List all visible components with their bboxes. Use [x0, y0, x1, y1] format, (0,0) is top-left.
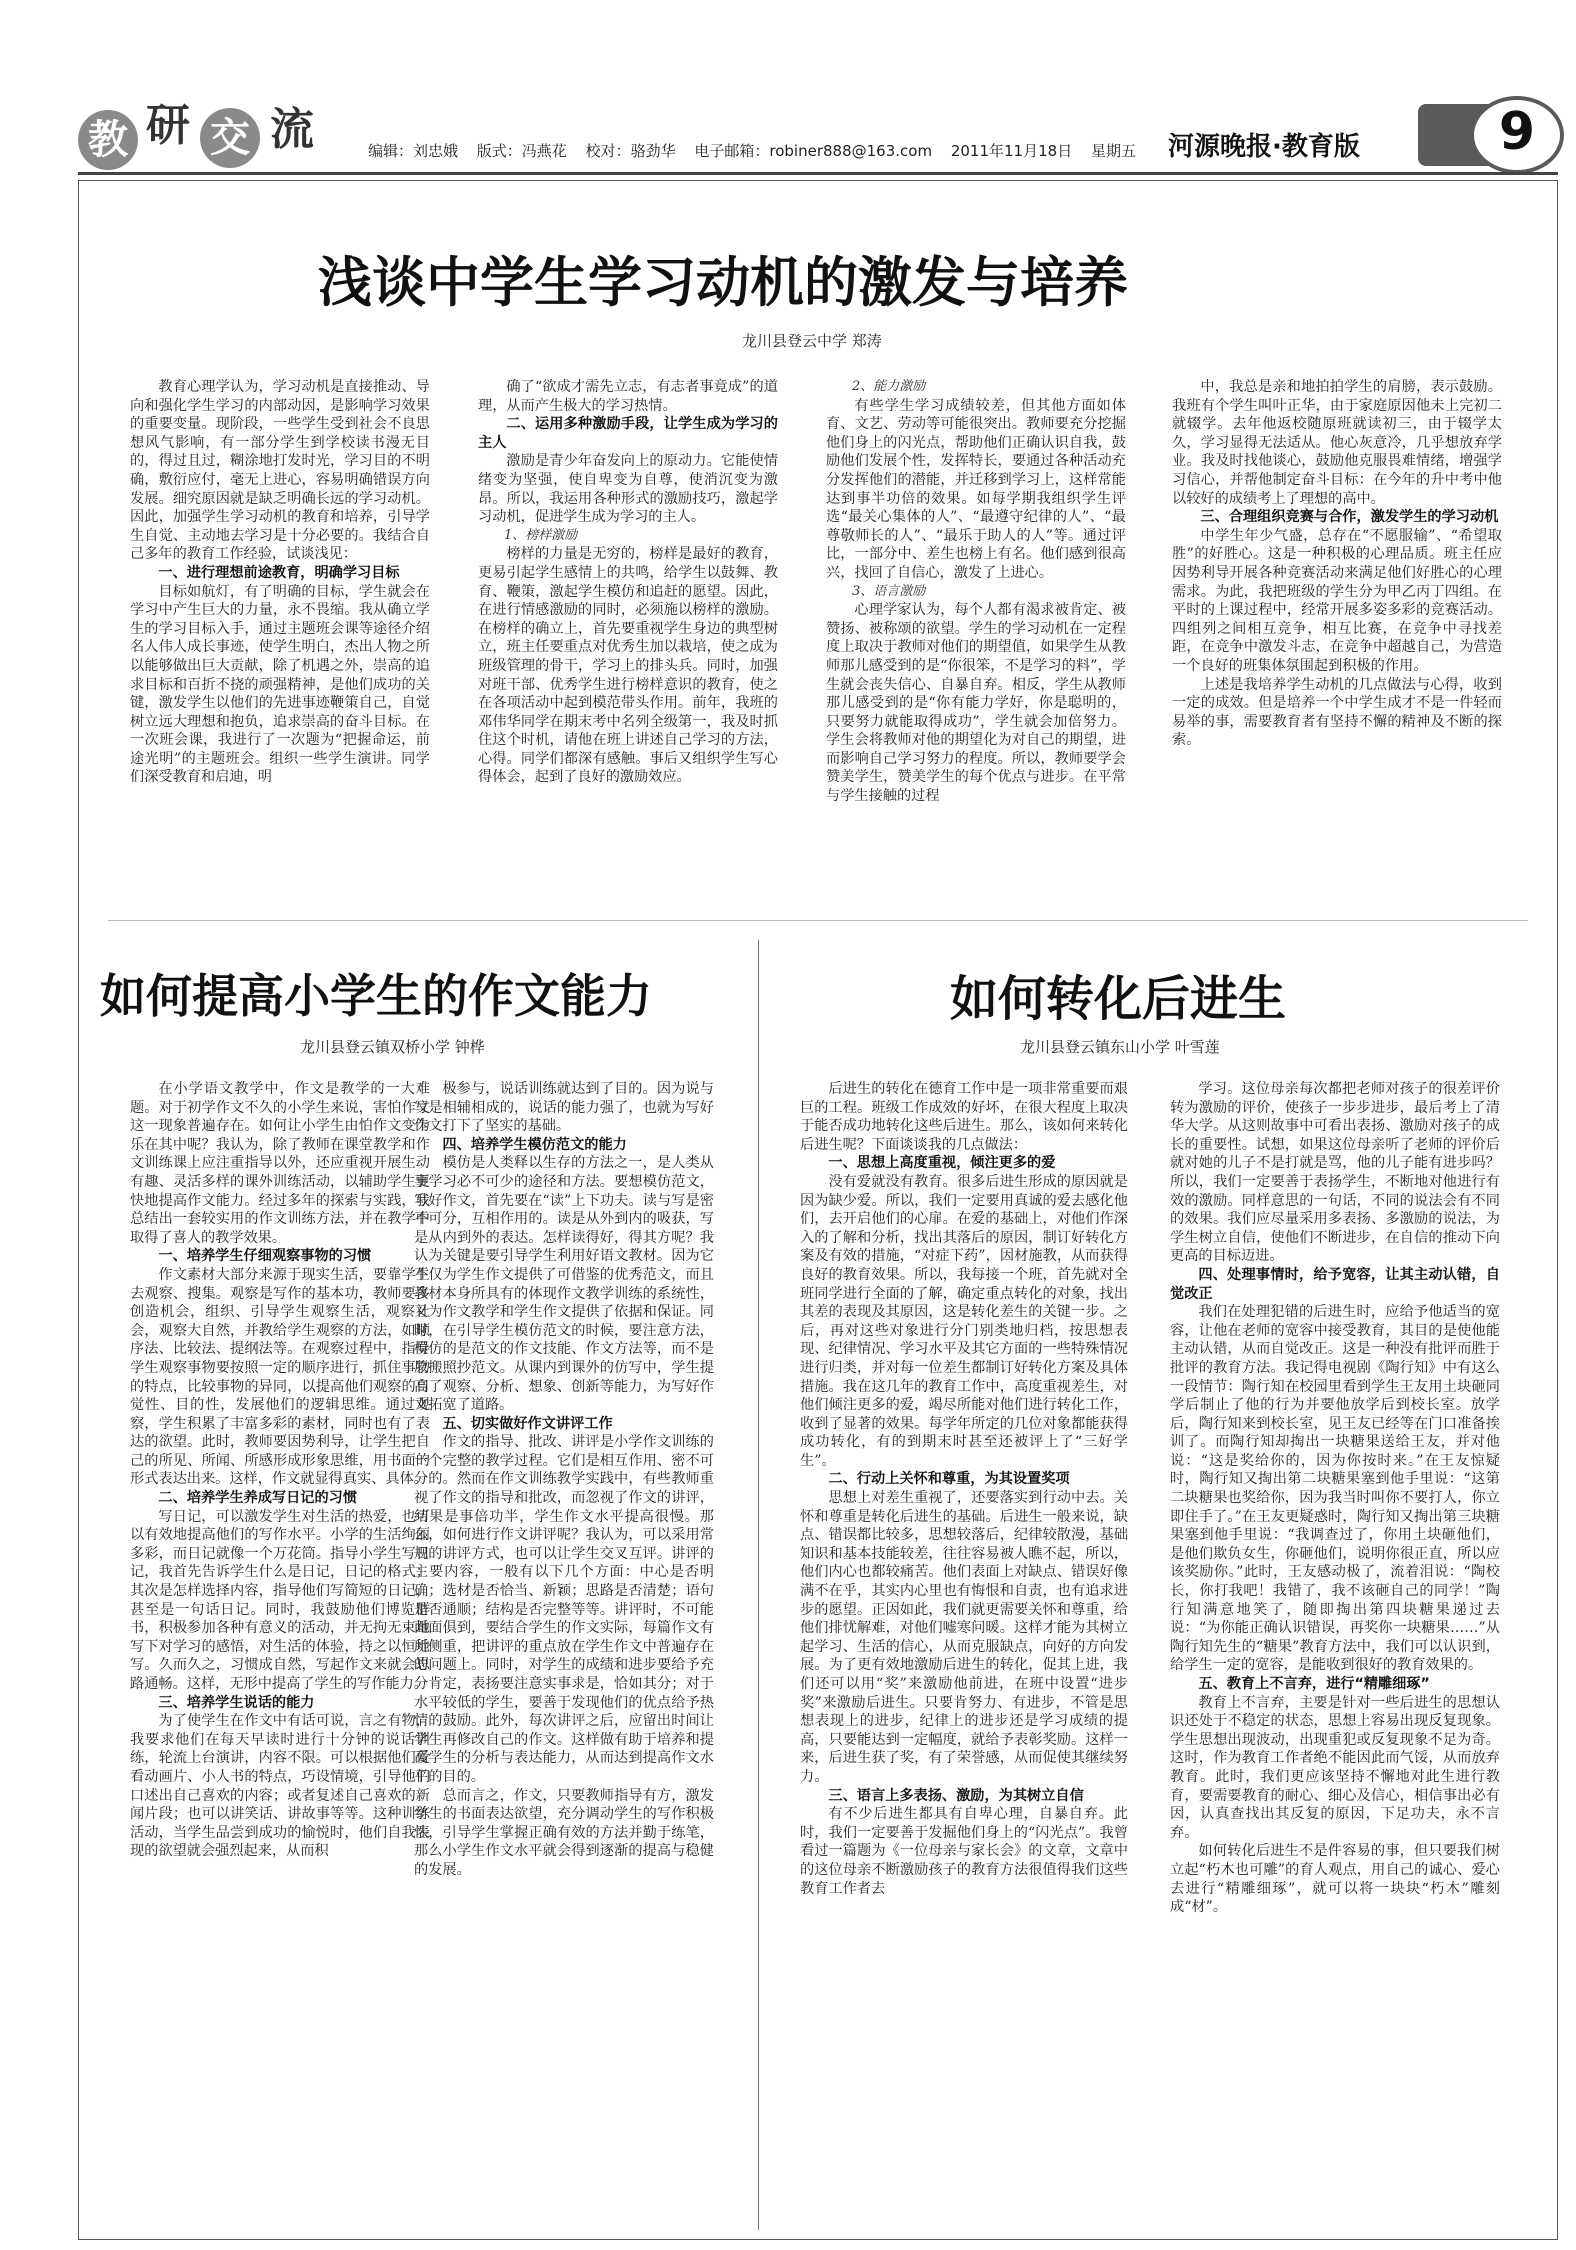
paragraph: 中，我总是亲和地拍拍学生的肩膀，表示鼓励。我班有个学生叫叶正华，由于家庭原因他未上完初二就辍学。去年他返校随原班就读初三，由于辍学太久，学习显得无法适从。他心灰意冷，几乎想放弃学业。我及时找他谈心，鼓励他克服畏难情绪，增强学习信心，并帮他制定奋斗目标：在今年的升中考中他以较好的成绩考上了理想的高中。 — [1172, 379, 1502, 507]
article-column — [414, 1080, 714, 2220]
editor-name: 编辑：刘忠娥 — [368, 142, 459, 160]
paragraph: 写日记，可以激发学生对生活的热爱，也可以有效地提高他们的写作水平。小学的生活绚丽多彩，而日记就像一个万花筒。指导小学生写日记，我首先告诉学生什么是日记，日记的格式；其次是怎样选择内容，指导他们写简短的日记，甚至是一句话日记。同时，我鼓励他们博览群书，积极参加各种有意义的活动，并无拘无束地写下对学习的感悟，对生活的体验，持之以恒地写。久而久之，习惯成自然，写起作文来就会思路通畅。这样，无形中提高了学生的写作能力。 — [130, 1508, 430, 1692]
paragraph: 在小学语文教学中，作文是教学的一大难题。对于初学作文不久的小学生来说，害怕作文这一现象普遍存在。如何让小学生由怕作文变为乐在其中呢？我认为，除了教师在课堂教学和作文训练课上应注重指导以外，还应重视开展生动有趣、灵活多样的课外训练活动，以辅助学生更快地提高作文能力。经过多年的探索与实践，我总结出一套较实用的作文训练方法，并在教学中取得了喜人的教学效果。 — [130, 1081, 430, 1246]
layout-name: 版式：冯燕花 — [476, 142, 567, 160]
header-rule — [78, 172, 1558, 175]
paragraph: 上述是我培养学生动机的几点做法与心得，收到一定的成效。但是培养一个中学生成才不是一件轻而易举的事，需要教育者有坚持不懈的精神及不断的探索。 — [1172, 676, 1502, 749]
article-author: 龙川县登云中学 郑涛 — [742, 332, 882, 350]
paragraph: 总而言之，作文，只要教师指导有方，激发学生的书面表达欲望，充分调动学生的写作积极性，引导学生掌握正确有效的方法并勤于练笔，那么小学生作文水平就会得到逐渐的提高与稳健的发展。 — [414, 1787, 714, 1878]
page-number: 9 — [1470, 96, 1564, 174]
paragraph: 有些学生学习成绩较差，但其他方面如体育、文艺、劳动等可能很突出。教师要充分挖掘他们身上的闪光点，帮助他们正确认识自我，鼓励他们发展个性，发挥特长，要通过各种活动充分发挥他们的潜能，并迁移到学习上，这样常能达到事半功倍的效果。如每学期我组织学生评选“最关心集体的人”、“最遵守纪律的人”、“最尊敬师长的人”、“最乐于助人的人”等。通过评比，一部分中、差生也榜上有名。他们感到很高兴，找回了自信心，激发了上进心。 — [826, 397, 1126, 581]
paragraph: 学习。这位母亲每次都把老师对孩子的很差评价转为激励的评价，使孩子一步步进步，最后考上了清华大学。从这则故事中可看出表扬、激励对孩子的成长的重要性。试想，如果这位母亲听了老师的评价后就对她的儿子不是打就是骂，他的儿子能有进步吗？所以，我们一定要善于表扬学生，不断地对他进行有效的激励。同样意思的一句话，不同的说法会有不同的效果。我们应尽量采用多表扬、多激励的说法，为学生树立自信，使他们不断进步，在自信的推动下向更高的目标迈进。 — [1170, 1081, 1500, 1265]
paragraph: 我们在处理犯错的后进生时，应给予他适当的宽容，让他在老师的宽容中接受教育，其目的是使他能主动认错，从而自觉改正。这是一种没有批评而胜于批评的教育方法。我记得电视剧《陶行知》中有这么一段情节：陶行知在校园里看到学生王友用土块砸同学后制止了他的行为并要他放学后到校长室。放学后，陶行知来到校长室，见王友已经等在门口准备挨训了。而陶行知却掏出一块糖果送给王友，并对他说：“这是奖给你的，因为你按时来。”在王友惊疑时，陶行知又掏出第二块糖果塞到他手里说：“这第二块糖果也奖给你，因为我当时叫你不要打人，你立即住手了。”在王友更疑惑时，陶行知又掏出第三块糖果塞到他手里说：“我调查过了，你用土块砸他们，是他们欺负女生，你砸他们，说明你很正直，所以应该奖励你。”此时，王友感动极了，流着泪说：“陶校长，你打我吧！我错了，我不该砸自己的同学！”陶行知满意地笑了，随即掏出第四块糖果递过去说：“为你能正确认识错误，再奖你一块糖果……”从陶行知先生的“糖果”教育方法中，我们可以认识到，给学生一定的宽容，是能收到很好的教育效果的。 — [1170, 1304, 1500, 1674]
article-column — [800, 1080, 1128, 2220]
article-column — [478, 378, 778, 878]
subsection-heading: 1、榜样激励 — [504, 527, 578, 543]
paragraph: 后进生的转化在德育工作中是一项非常重要而艰巨的工程。班级工作成效的好坏，在很大程度上取决于能否成功地转化这些后进生。那么，该如何来转化后进生呢？下面谈谈我的几点做法： — [800, 1081, 1128, 1153]
paragraph: 没有爱就没有教育。很多后进生形成的原因就是因为缺少爱。所以，我们一定要用真诚的爱去感化他们，去开启他们的心扉。在爱的基础上，对他们作深入的了解和分析，找出其落后的原因，制订好转化方案及有效的措施，“对症下药”，因材施教，从而获得良好的教育效果。所以，我每接一个班，首先就对全班同学进行全面的了解，确定重点转化的对象，找出其差的表现及其原因，这是转化差生的关键一步。之后，再对这些对象进行分门别类地归档，按思想表现、纪律情况、学习水平及其它方面的一些特殊情况进行归类，并对每一位差生都制订好转化方案及具体措施。我在这几年的教育工作中，高度重视差生，对他们倾注更多的爱，竭尽所能对他们进行转化工作，收到了显著的效果。每学年所定的几位对象都能获得成功转化，有的到期末时甚至还被评上了“三好学生”。 — [800, 1173, 1128, 1469]
paragraph: 极参与，说话训练就达到了目的。因为说与写是相辅相成的，说话的能力强了，也就为写好作文打下了坚实的基础。 — [414, 1081, 714, 1135]
editor-credits — [368, 140, 1150, 161]
section-heading: 三、合理组织竞赛与合作，激发学生的学习动机 — [1200, 509, 1499, 526]
article-column — [826, 378, 1126, 878]
logo-char: 交 — [200, 108, 260, 168]
article-column — [1172, 378, 1502, 878]
section-heading: 一、思想上高度重视，倾注更多的爱 — [828, 1155, 1056, 1172]
section-heading: 二、培养学生养成写日记的习惯 — [158, 1490, 358, 1507]
email-address: 电子邮箱：robiner888@163.com — [694, 142, 933, 160]
section-logo — [78, 96, 348, 172]
section-heading: 一、培养学生仔细观察事物的习惯 — [158, 1248, 372, 1265]
paragraph: 目标如航灯，有了明确的目标，学生就会在学习中产生巨大的力量，永不畏缩。我从确立学生的学习目标入手，通过主题班会课等途径介绍名人伟人成长事迹，使学生明白，杰出人物之所以能够做出巨大贡献，除了机遇之外，崇高的追求目标和百折不挠的顽强精神，是他们成功的关键，激发学生以他们的先进事迹鞭策自己，自觉树立远大理想和抱负，追求崇高的奋斗目标。在一次班会课，我进行了一次题为“把握命运，前途光明”的主题班会。组织一些学生演讲。同学们深受教育和启迪，明 — [130, 583, 430, 786]
article-title: 如何提高小学生的作文能力 — [100, 969, 652, 1023]
paragraph: 心理学家认为，每个人都有渴求被肯定、被赞扬、被称颂的欲望。学生的学习动机在一定程度上取决于教师对他们的期望值，如果学生从教师那儿感受到的是“你很笨，不是学习的料”，学生就会丧失信心、自暴自弃。相反，学生从教师那儿感受到的是“你有能力学好，你是聪明的，只要努力就能取得成功”，学生就会加倍努力。学生会将教师对他的期望化为对自己的期望，进而影响自己学习努力的程度。所以，教师要学会赞美学生，赞美学生的每个优点与进步。在平常与学生接触的过程 — [826, 602, 1126, 805]
section-heading: 二、运用多种激励手段，让学生成为学习的主人 — [478, 416, 778, 451]
page-header — [78, 96, 1558, 172]
page-number-badge — [1418, 96, 1558, 166]
article-author: 龙川县登云镇东山小学 叶雪莲 — [1020, 1038, 1220, 1056]
section-heading: 四、处理事情时，给予宽容，让其主动认错，自觉改正 — [1170, 1266, 1500, 1302]
article-author: 龙川县登云镇双桥小学 钟桦 — [300, 1038, 485, 1056]
issue-date: 2011年11月18日 — [950, 142, 1073, 160]
paragraph: 为了使学生在作文中有话可说，言之有物，我要求他们在每天早读时进行十分钟的说话训练，轮流上台演讲，内容不限。可以根据他们爱看动画片、小人书的特点，巧设情境，引导他们口述出自己喜欢的内容；或者复述自己喜欢的新闻片段；也可以讲笑话、讲故事等等。这种训练活动，当学生品尝到成功的愉悦时，他们自我表现的欲望就会强烈起来，从而积 — [130, 1713, 430, 1860]
paragraph: 教育心理学认为，学习动机是直接推动、导向和强化学生学习的内部动因，是影响学习效果的重要变量。现阶段，一些学生受到社会不良思想风气影响，有一部分学生到学校读书漫无目的，得过且过，糊涂地打发时光，学习目的不明确，敷衍应付，毫无上进心，容易明确错误方向发展。细究原因就是缺乏明确长远的学习动机。因此，加强学生学习动机的教育和培养，引导学生自觉、主动地去学习是十分必要的。我结合自己多年的教育工作经验，试谈浅见： — [130, 379, 430, 563]
paragraph: 思想上对差生重视了，还要落实到行动中去。关怀和尊重是转化后进生的基础。后进生一般来说，缺点、错误都比较多，思想较落后，纪律较散漫，基础知识和基本技能较差，往往容易被人瞧不起，所以，他们内心也都较痛苦。他们表面上对缺点、错误好像满不在乎，其实内心里也有悔恨和自责，也有追求进步的愿望。正因如此，我们就更需要关怀和尊重，给他们排忧解难，对他们嘘寒问暖。这样才能为其树立起学习、生活的信心，从而克服缺点，向好的方向发展。为了更有效地激励后进生的转化，促其上进，我们还可以用“奖”来激励他前进，在班中设置“进步奖”来激励后进生。只要肯努力、有进步，不管是思想表现上的进步，纪律上的进步还是学习成绩的提高，只要能达到一定幅度，就给予表彰奖励。这样一来，后进生获了奖，有了荣誉感，从而促使其继续努力。 — [800, 1490, 1128, 1785]
subsection-heading: 3、语言激励 — [852, 583, 926, 599]
article-column — [1170, 1080, 1500, 2220]
section-heading: 二、行动上关怀和尊重，为其设置奖项 — [828, 1471, 1070, 1488]
paragraph: 作文的指导、批改、讲评是小学作文训练的一个完整的教学过程。它们是相互作用、密不可分的。然而在作文训练教学实践中，有些教师重视了作文的指导和批改，而忽视了作文的讲评，结果是事倍功半，学生作文水平提高很慢。那么，如何进行作文讲评呢？我认为，可以采用常规的讲评方式，也可以让学生交叉互评。讲评的主要内容，一般有以下几个方面：中心是否明确；选材是否恰当、新颖；思路是否清楚；语句是否通顺；结构是否完整等等。讲评时，不可能面面俱到，要结合学生的作文实际，每篇作文有所侧重，把讲评的重点放在学生作文中普遍存在的问题上。同时，对学生的成绩和进步要给予充分肯定，表扬要注意实事求是，恰如其分；对于水平较低的学生，要善于发现他们的优点给予热情的鼓励。此外，每次讲评之后，应留出时间让学生再修改自己的作文。这样做有助于培养和提高学生的分析与表达能力，从而达到提高作文水平的目的。 — [414, 1434, 714, 1785]
paragraph: 中学生年少气盛，总存在“不愿服输”、“希望取胜”的好胜心。这是一种积极的心理品质。班主任应因势利导开展各种竞赛活动来满足他们好胜心的心理需求。为此，我把班级的学生分为甲乙丙丁四组。在平时的上课过程中，经常开展多姿多彩的竞赛活动。四组列之间相互竞争，相互比赛，在竞争中寻找差距，在竞争中激发斗志，在竞争中超越自己，为营造一个良好的班集体氛围起到积极的作用。 — [1172, 527, 1502, 674]
article-column — [130, 1080, 430, 2220]
section-divider — [108, 920, 1528, 921]
article-title: 浅谈中学生学习动机的激发与培养 — [318, 251, 1128, 314]
issue-weekday: 星期五 — [1090, 142, 1136, 160]
logo-char: 流 — [262, 100, 322, 160]
newspaper-brand: 河源晚报·教育版 — [1168, 132, 1360, 162]
paragraph: 教育上不言弃，主要是针对一些后进生的思想认识还处于不稳定的状态，思想上容易出现反复现象。学生思想出现波动，出现重犯或反复现象不足为奇。这时，作为教育工作者绝不能因此而气馁，从而放弃教育。此时，我们更应该坚持不懈地对此生进行教育，要需要教育的耐心、细心及信心，相信事出必有因，认真查找出其反复的原因，下足功夫，永不言弃。 — [1170, 1694, 1500, 1841]
logo-char: 教 — [78, 110, 138, 170]
section-heading: 一、进行理想前途教育，明确学习目标 — [158, 564, 400, 581]
section-heading: 四、培养学生模仿范文的能力 — [442, 1136, 627, 1153]
section-heading: 五、切实做好作文讲评工作 — [442, 1415, 613, 1432]
section-heading: 三、培养学生说话的能力 — [158, 1694, 315, 1711]
paragraph: 有不少后进生都具有自卑心理，自暴自弃。此时，我们一定要善于发掘他们身上的“闪光点”。我曾看过一篇题为《一位母亲与家长会》的文章，文章中的这位母亲不断激励孩子的教育方法很值得我们这些教育工作者去 — [800, 1806, 1128, 1897]
paragraph: 如何转化后进生不是件容易的事，但只要我们树立起“朽木也可雕”的育人观点，用自己的诚心、爱心去进行“精雕细琢”，就可以将一块块“朽木”雕刻成“材”。 — [1170, 1843, 1500, 1916]
column-divider — [758, 940, 759, 2230]
proof-name: 校对：骆劲华 — [585, 142, 676, 160]
paragraph: 激励是青少年奋发向上的原动力。它能使情绪变为坚强，使自卑变为自尊，使消沉变为激昂。所以，我运用各种形式的激励技巧，激起学习动机，促进学生成为学习的主人。 — [478, 453, 778, 526]
logo-char: 研 — [138, 96, 198, 156]
paragraph: 榜样的力量是无穷的，榜样是最好的教育，更易引起学生感情上的共鸣，给学生以鼓舞、教育、鞭策，激起学生模仿和追赶的愿望。因此，在进行情感激励的同时，必须施以榜样的激励。在榜样的确立上，首先要重视学生身边的典型树立，班主任要重点对优秀生加以栽培，使之成为班级管理的骨干，学习上的排头兵。同时，加强对班干部、优秀学生进行榜样意识的教育，使之在各项活动中起到模范带头作用。前年，我班的邓伟华同学在期末考中名列全级第一，我及时抓住这个时机，请他在班上讲述自己学习的方法，心得。同学们都深有感触。事后又组织学生写心得体会，起到了良好的激励效应。 — [478, 546, 778, 786]
paragraph: 作文素材大部分来源于现实生活，要靠学生去观察、搜集。观察是写作的基本功，教师要多创造机会，组织、引导学生观察生活，观察社会，观察大自然，并教给学生观察的方法，如顺序法、比较法、提纲法等。在观察过程中，指导学生观察事物要按照一定的顺序进行，抓住事物的特点，比较事物的异同，以提高他们观察的自觉性、目的性，发展他们的逻辑思维。通过观察，学生积累了丰富多彩的素材，同时也有了表达的欲望。此时，教师要因势利导，让学生把自己的所见、所闻、所感形成形象思维，用书面的形式表达出来。这样，作文就显得真实、具体。 — [130, 1266, 430, 1488]
section-heading: 五、教育上不言弃，进行“精雕细琢” — [1198, 1676, 1430, 1692]
section-heading: 三、语言上多表扬、激励，为其树立自信 — [828, 1787, 1084, 1804]
subsection-heading: 2、能力激励 — [852, 379, 926, 394]
article-column — [130, 378, 430, 878]
paragraph: 模仿是人类释以生存的方法之一，是人类从事学习必不可少的途径和方法。要想模仿范文，写好作文，首先要在“读”上下功夫。读与写是密不可分，互相作用的。读是从外到内的吸获，写是从内到外的表达。怎样读得好，得其方呢？我认为关键是要引导学生利用好语文教材。因为它不仅为学生作文提供了可借鉴的优秀范文，而且教材本身所具有的体现作文教学训练的系统性，又为作文教学和学生作文提供了依据和保证。同时，在引导学生模仿范文的时候，要注意方法，模仿的是范文的作文技能、作文方法等，而不是原搬照抄范文。从课内到课外的仿写中，学生提高了观察、分析、想象、创新等能力，为写好作文拓宽了道路。 — [414, 1155, 714, 1414]
article-title: 如何转化后进生 — [950, 971, 1287, 1027]
paragraph: 确了“欲成才需先立志，有志者事竟成”的道理，从而产生极大的学习热情。 — [478, 379, 778, 414]
